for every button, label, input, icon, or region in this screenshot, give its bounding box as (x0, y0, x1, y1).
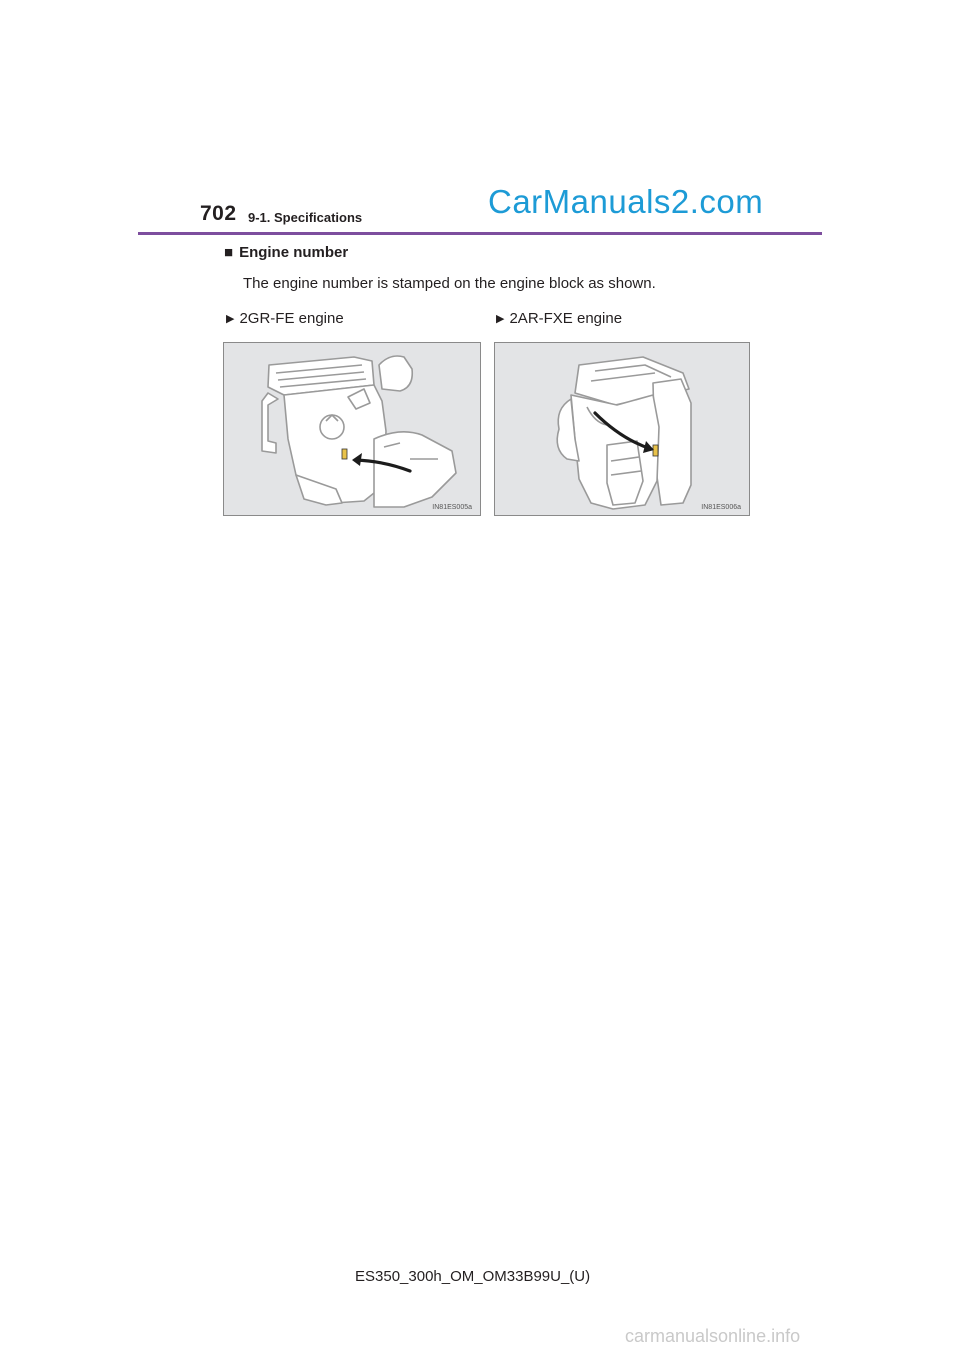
page-number: 702 (200, 202, 237, 225)
caption-engine-code: 2AR-FXE (509, 310, 573, 327)
engine-number-marker (653, 445, 658, 456)
triangle-bullet-icon: ▶ (496, 313, 505, 325)
caption-engine-code: 2GR-FE (239, 310, 295, 327)
watermark-logo: CarManuals2.com (488, 183, 764, 220)
body-paragraph: The engine number is stamped on the engine block as shown. (243, 275, 656, 292)
engine-illustration-2gr (223, 342, 481, 516)
engine-illustration-2ar (494, 342, 750, 516)
figure-caption-2ar (496, 310, 622, 327)
figure-code: IN81ES006a (701, 504, 741, 511)
caption-engine-word: engine (577, 310, 623, 327)
header-divider (138, 232, 822, 235)
triangle-bullet-icon: ▶ (226, 313, 235, 325)
caption-engine-word: engine (298, 310, 344, 327)
section-title: 9-1. Specifications (248, 210, 363, 225)
document-code: ES350_300h_OM_OM33B99U_(U) (355, 1268, 591, 1285)
site-watermark: carmanualsonline.info (625, 1326, 801, 1346)
section-heading (224, 244, 348, 261)
figure-code: IN81ES005a (432, 504, 472, 511)
engine-number-marker (342, 449, 347, 459)
figure-caption-2gr (226, 310, 344, 327)
engine-drawing-2gr (224, 343, 480, 515)
heading-text: Engine number (239, 244, 349, 261)
square-bullet-icon: ■ (224, 244, 234, 261)
engine-drawing-2ar (495, 343, 749, 515)
